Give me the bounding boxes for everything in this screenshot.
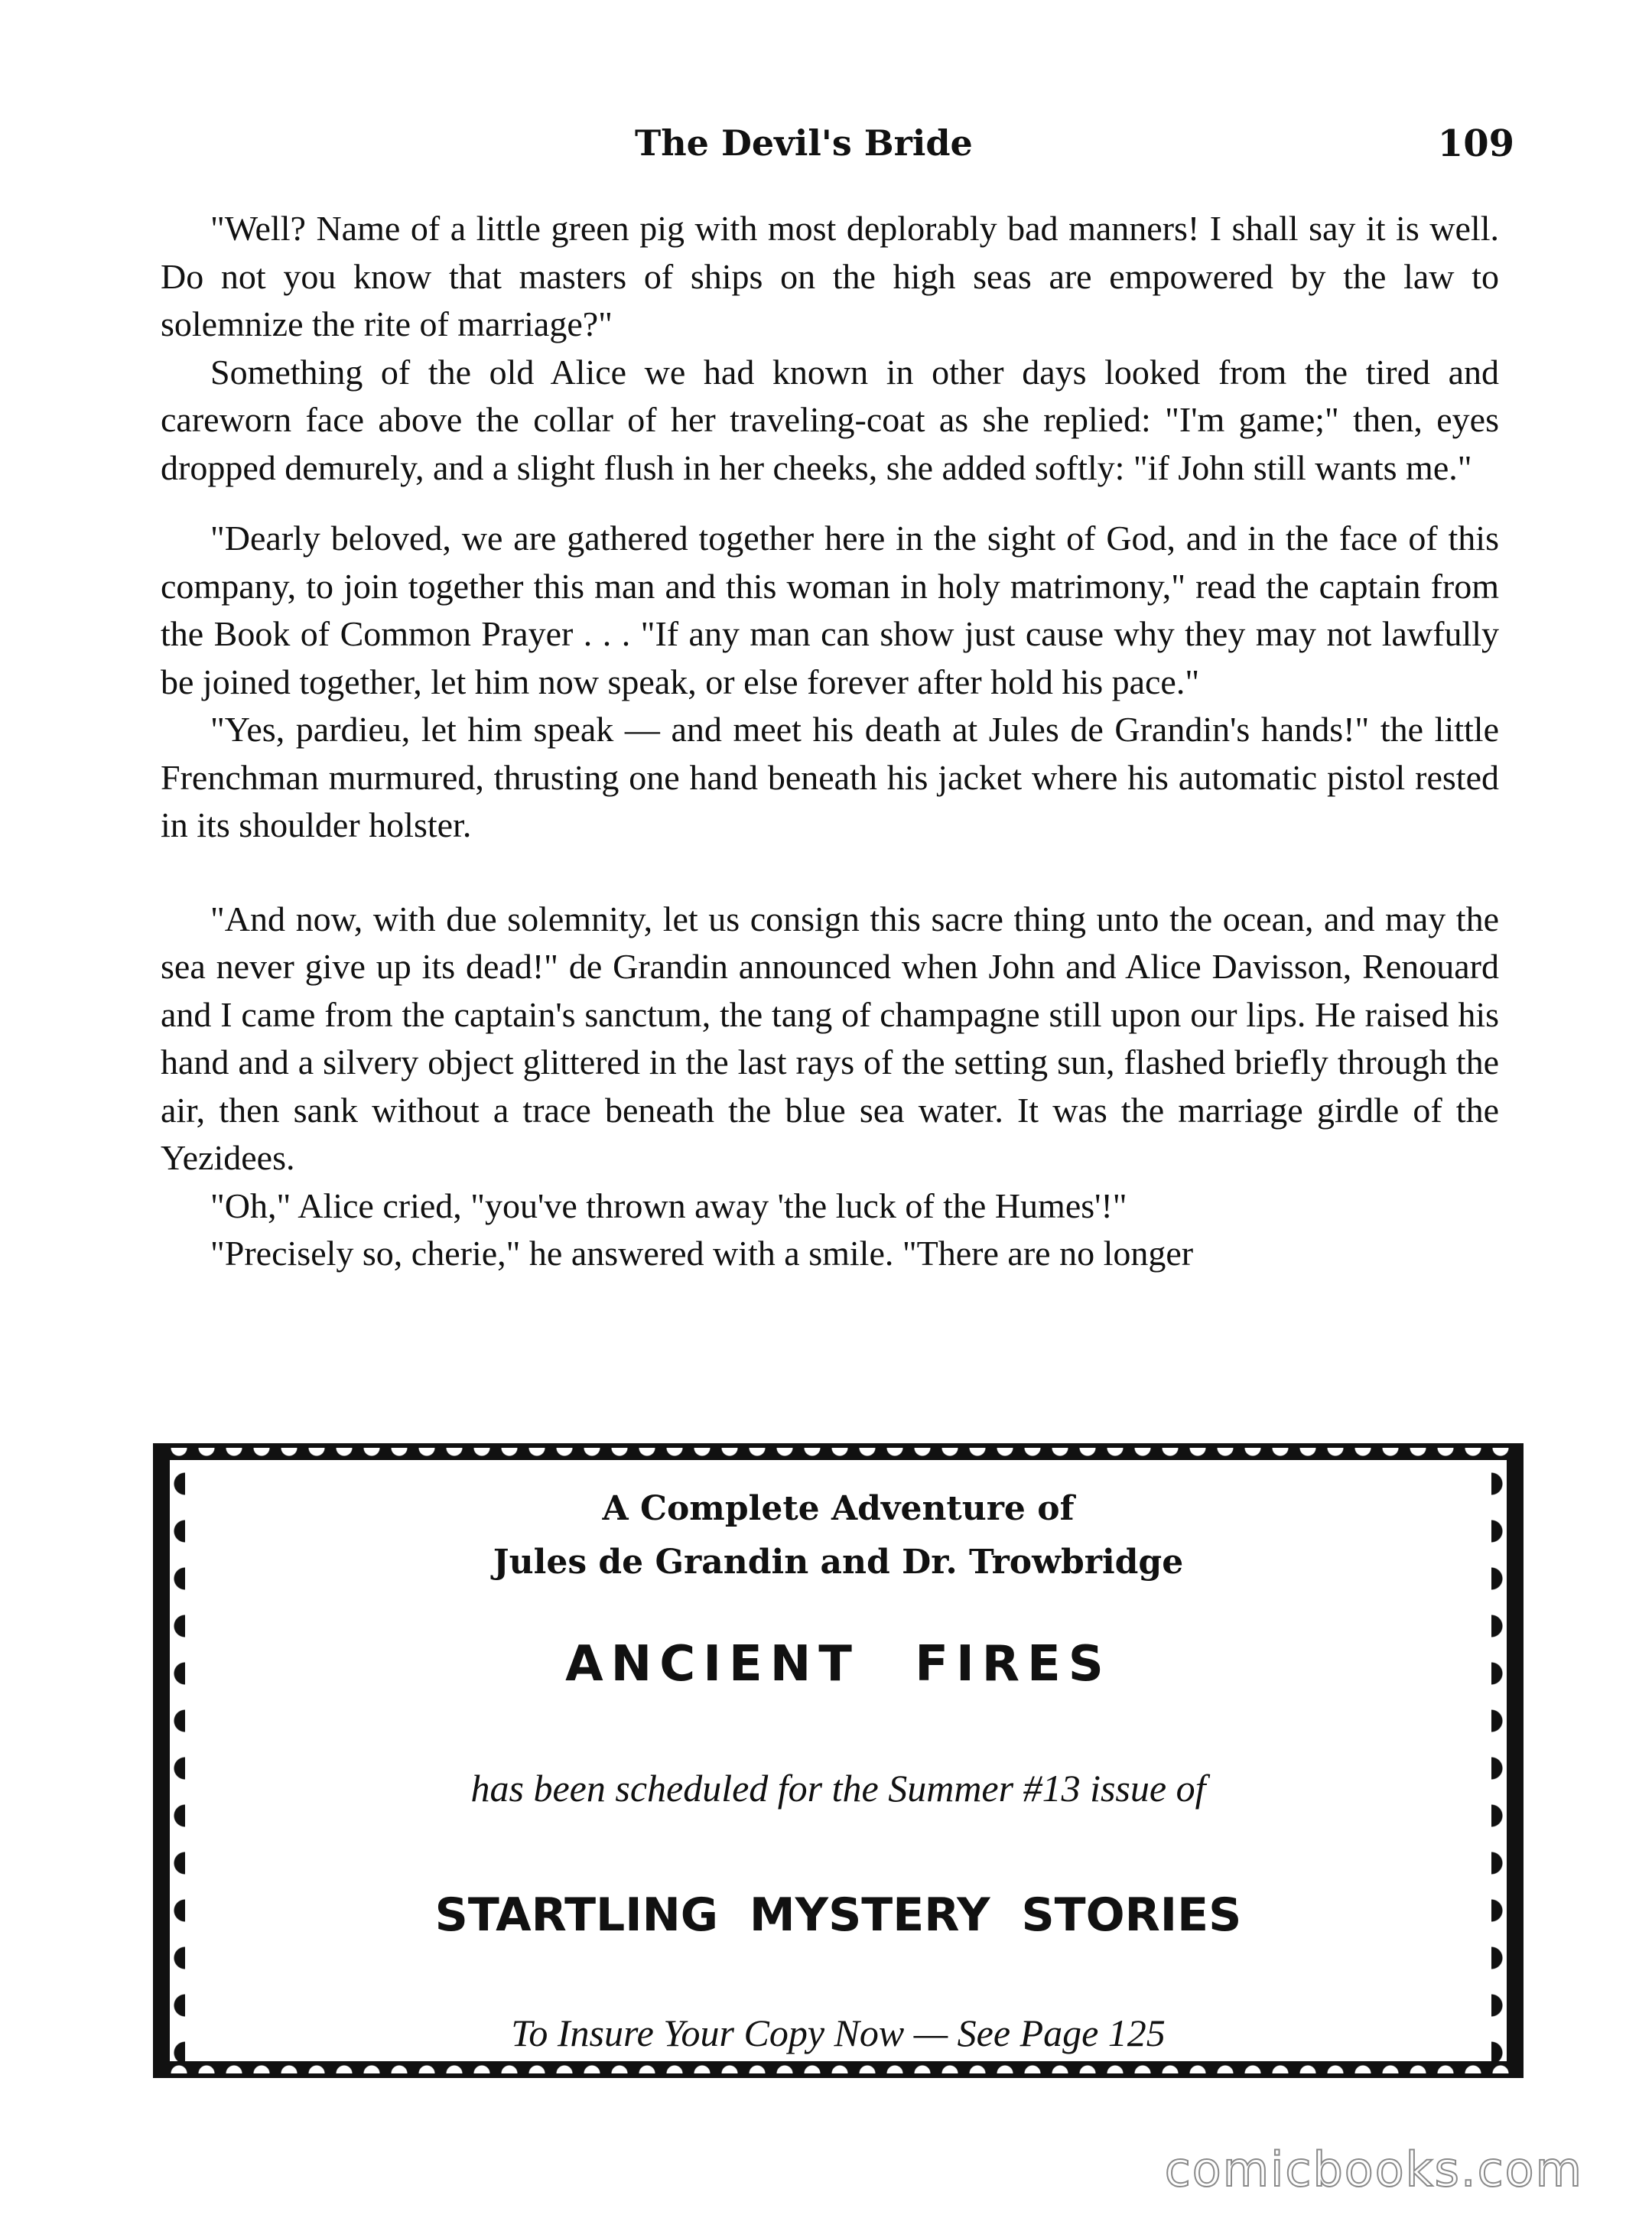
advertisement-box [153,1443,1524,2078]
advertisement-content [170,1460,1507,2061]
ad-subtitle: A Complete Adventure of [602,1489,1075,1528]
paragraph: "And now, with due solemnity, let us consign this sacre thing unto the ocean, and may the sea never give up its dead!" de Grandin announced when John and Alice Davisson, Renouard and I came from the captain's sanctum, the tang of champagne still upon our lips. He raised his hand and a silvery object glittered in the last rays of the setting sun, flashed briefly through the air, then sank without a trace beneath the blue sea water. It was the marriage girdle of the Yezidees. [161,899,1499,1177]
ad-story-title: ANCIENT FIRES [565,1636,1111,1693]
page-number: 109 [1437,122,1514,165]
paragraph: "Precisely so, cherie," he answered with a smile. "There are no longer [210,1234,1194,1273]
ad-magazine-name: STARTLING MYSTERY STORIES [434,1888,1242,1942]
ad-footer: To Insure Your Copy Now — See Page 125 [511,2011,1166,2054]
paragraph: "Well? Name of a little green pig with most deplorably bad manners! I shall say it is well. Do not you know that masters of ships on the high seas are empowered by the law to solemnize the rite of marriage?" [161,209,1499,343]
running-header [635,122,1514,184]
ad-characters: Jules de Grandin and Dr. Trowbridge [493,1543,1184,1582]
running-title: The Devil's Bride [635,122,973,164]
paragraph: "Oh," Alice cried, "you've thrown away 'the luck of the Humes'!" [210,1185,1127,1225]
paragraph: "Dearly beloved, we are gathered together here in the sight of God, and in the face of this company, to join together this man and this woman in holy matrimony," read the captain from the Book of Common Prayer . . . "If any man can show just cause why they may not lawfully be joined together, let him now speak, or else forever after hold his pace." [161,519,1499,701]
ad-schedule-note: has been scheduled for the Summer #13 issue of [470,1767,1206,1810]
story-text [161,205,1499,1278]
watermark: comicbooks.com [1164,2142,1583,2197]
paragraph: Something of the old Alice we had known in other days looked from the tired and careworn face above the collar of her traveling-coat as she replied: "I'm game;" then, eyes dropped demurely, and a slight flush in her cheeks, she added softly: "if John still wants me." [161,352,1499,487]
paragraph: "Yes, pardieu, let him speak — and meet his death at Jules de Grandin's hands!" the little Frenchman murmured, thrusting one hand beneath his jacket where his automatic pistol rested in its shoulder holster. [161,710,1499,844]
